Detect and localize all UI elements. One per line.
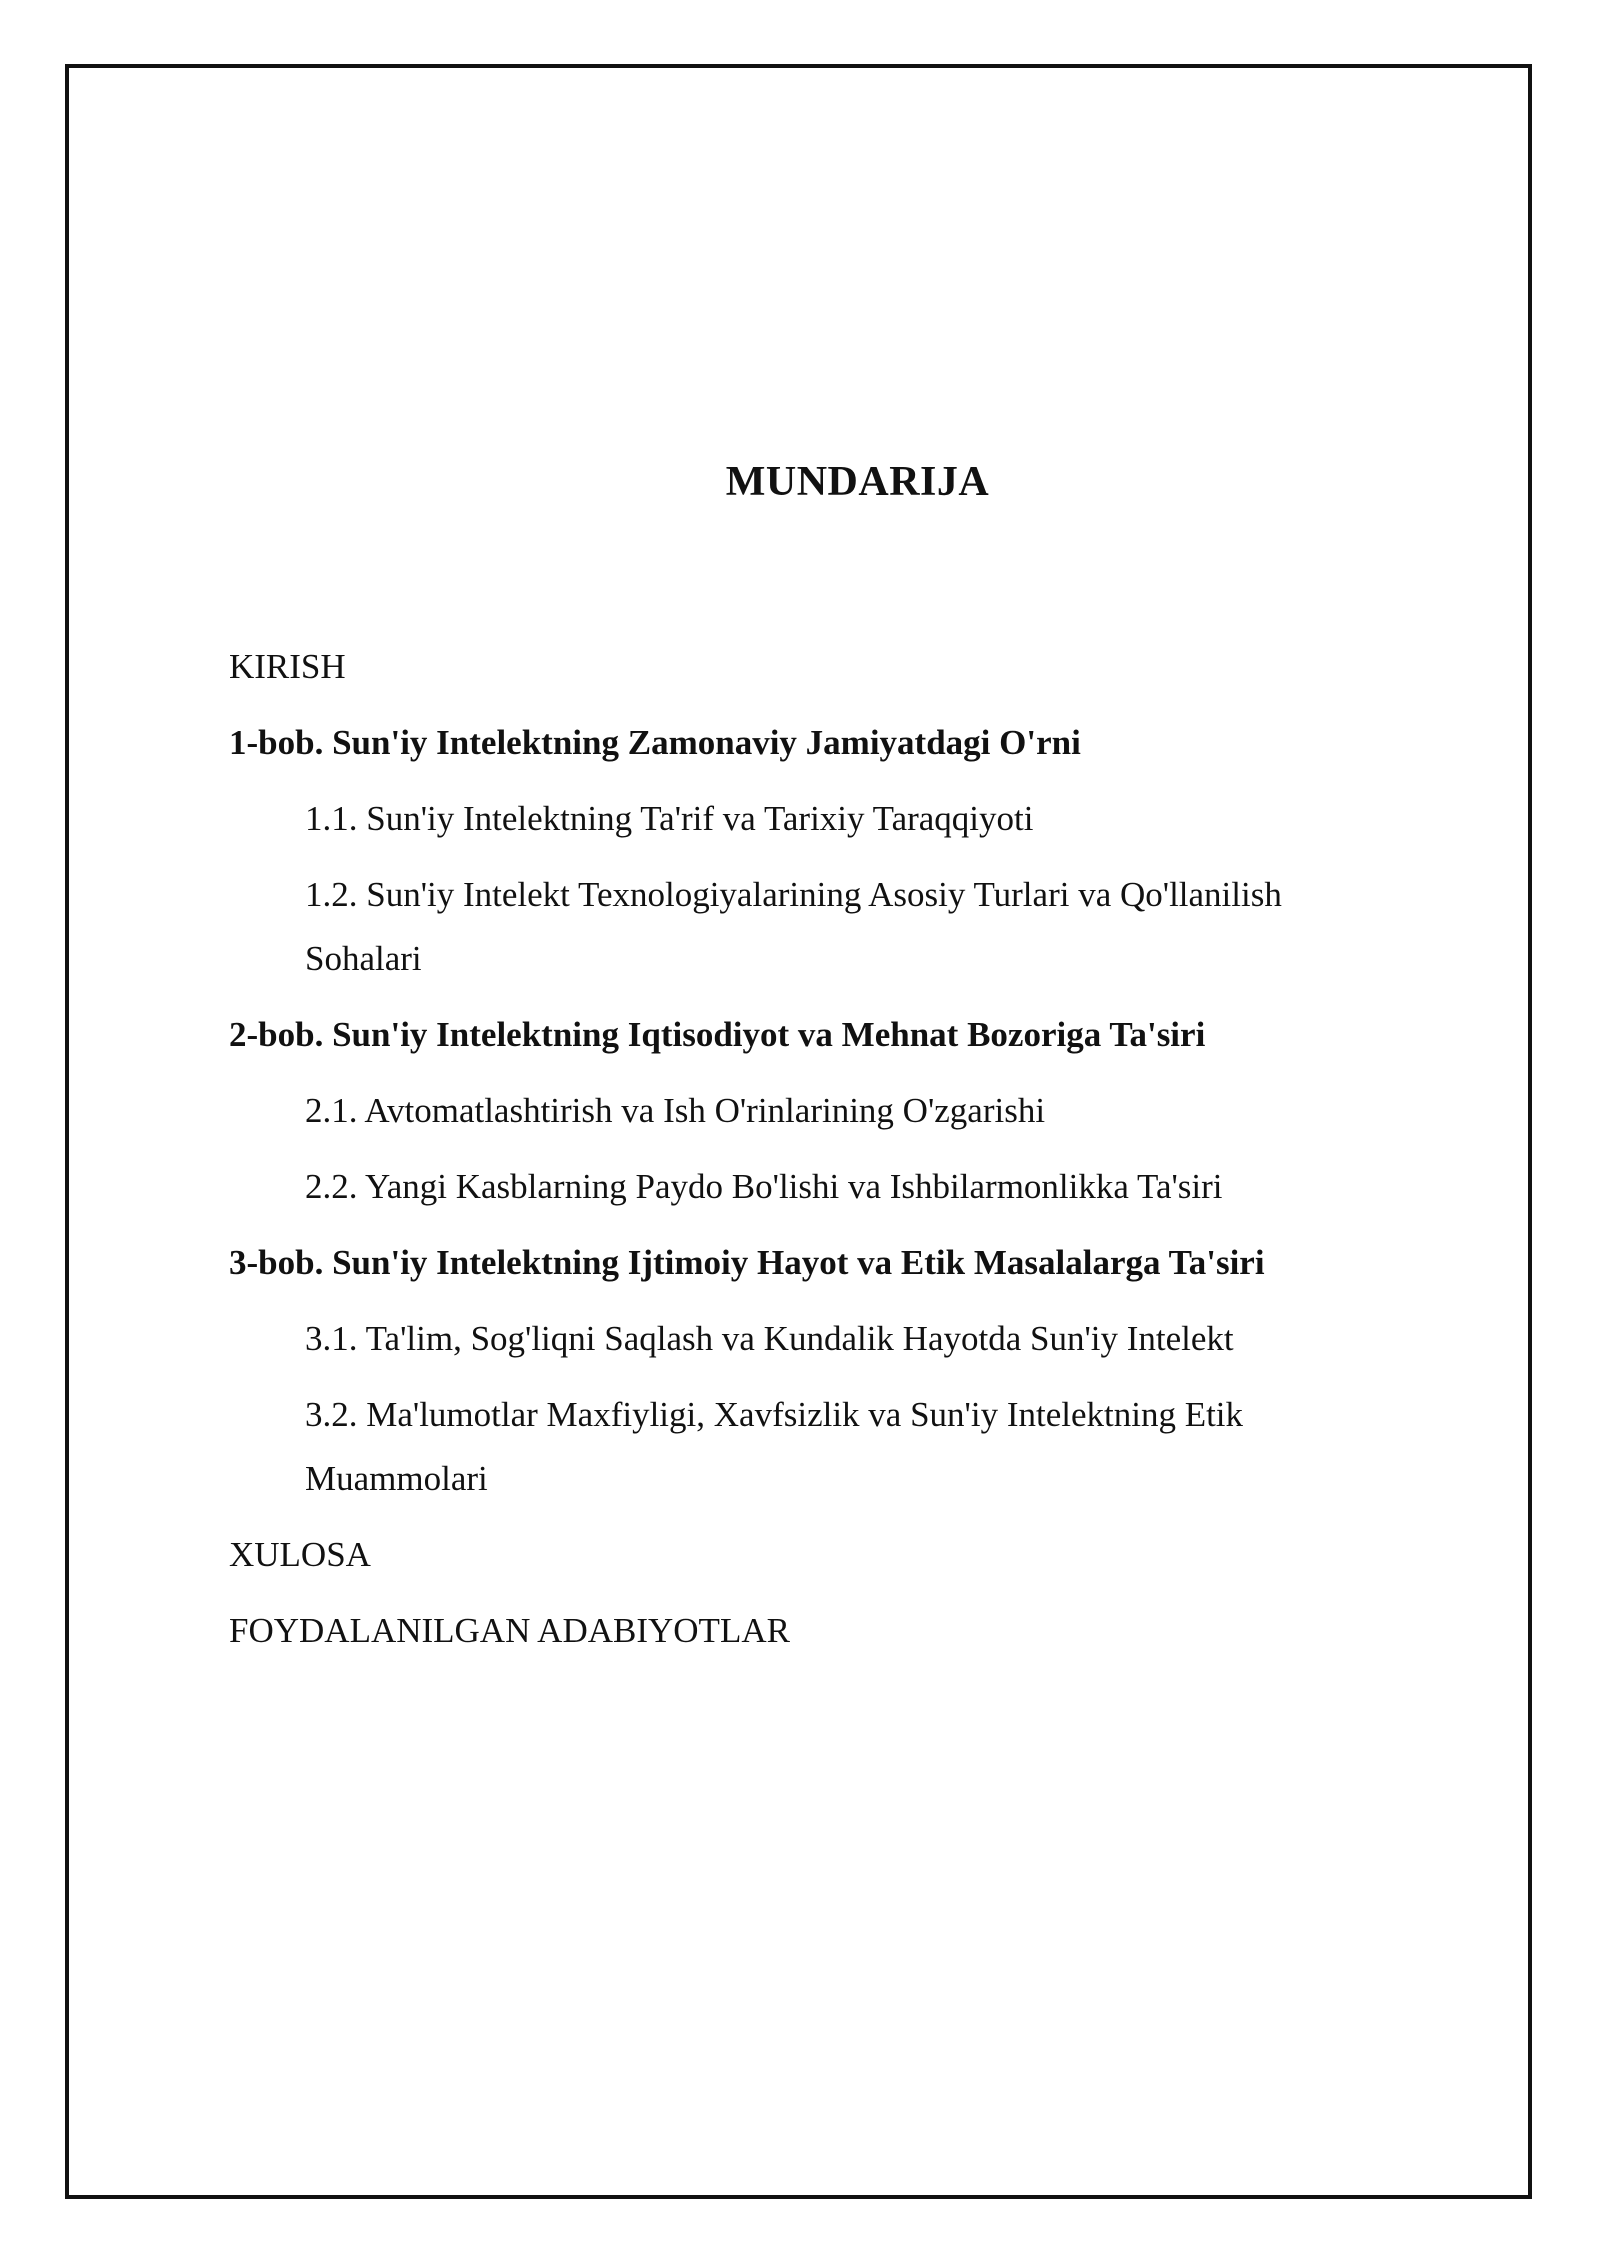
table-of-contents: [229, 635, 1389, 1675]
toc-entry-chapter-2: 2-bob. Sun'iy Intelektning Iqtisodiyot va Mehnat Bozoriga Ta'siri: [229, 1015, 1206, 1054]
toc-entry-conclusion: XULOSA: [229, 1535, 371, 1574]
toc-entry-section-1-1: 1.1. Sun'iy Intelektning Ta'rif va Tarixiy Taraqqiyoti: [305, 799, 1034, 838]
toc-entry-introduction: KIRISH: [229, 647, 346, 686]
toc-entry-section-1-2: 1.2. Sun'iy Intelekt Texnologiyalarining Asosiy Turlari va Qo'llanilish Sohalari: [305, 875, 1282, 978]
toc-entry-references: FOYDALANILGAN ADABIYOTLAR: [229, 1611, 790, 1650]
toc-entry-section-3-2: 3.2. Ma'lumotlar Maxfiyligi, Xavfsizlik va Sun'iy Intelektning Etik Muammolari: [305, 1395, 1244, 1498]
toc-entry-chapter-1: 1-bob. Sun'iy Intelektning Zamonaviy Jamiyatdagi O'rni: [229, 723, 1081, 762]
toc-entry-section-2-1: 2.1. Avtomatlashtirish va Ish O'rinlarining O'zgarishi: [305, 1091, 1046, 1130]
toc-entry-section-2-2: 2.2. Yangi Kasblarning Paydo Bo'lishi va Ishbilarmonlikka Ta'siri: [305, 1167, 1223, 1206]
toc-entry-chapter-3: 3-bob. Sun'iy Intelektning Ijtimoiy Hayot va Etik Masalalarga Ta'siri: [229, 1243, 1265, 1282]
page-title: MUNDARIJA: [725, 459, 990, 505]
toc-entry-section-3-1: 3.1. Ta'lim, Sog'liqni Saqlash va Kundalik Hayotda Sun'iy Intelekt: [305, 1319, 1234, 1358]
